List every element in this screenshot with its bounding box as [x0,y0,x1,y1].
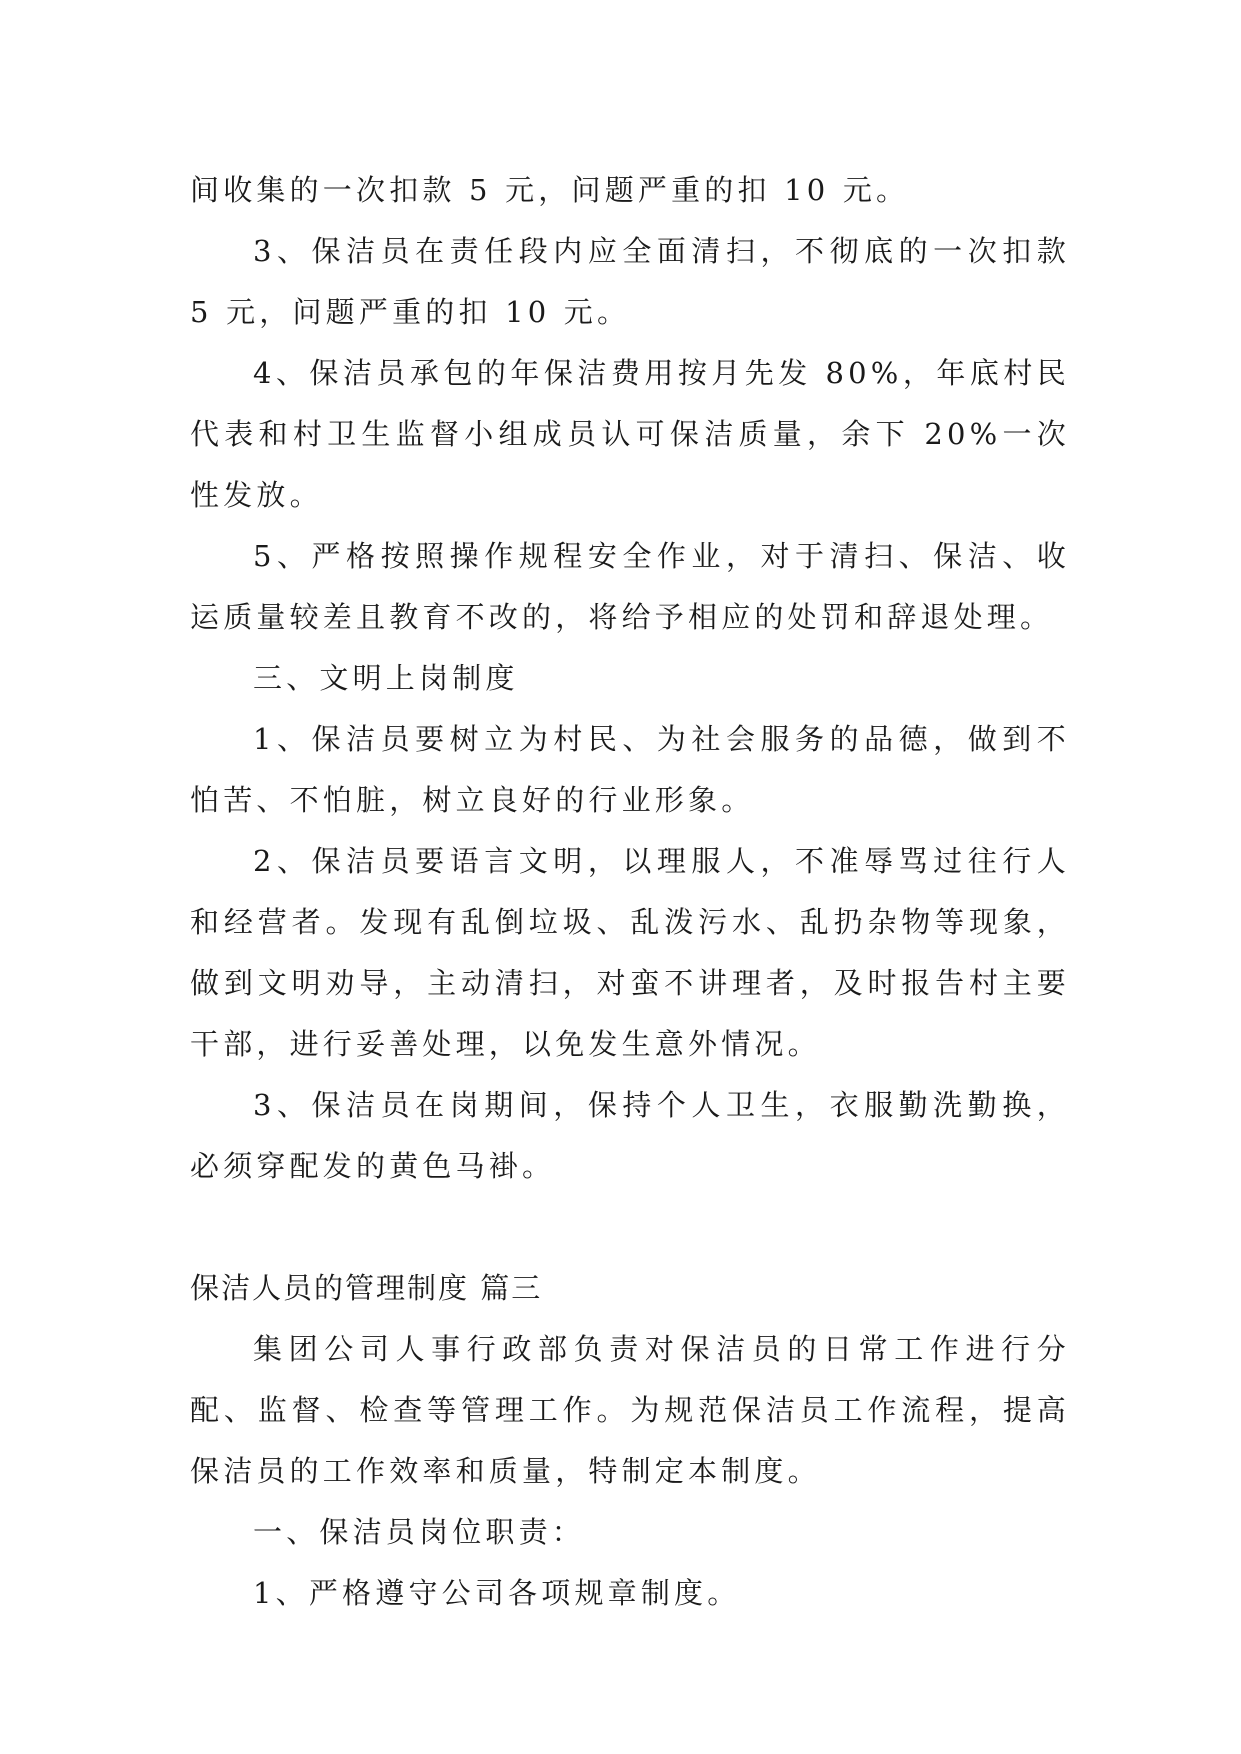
paragraph-continuation: 间收集的一次扣款 5 元，问题严重的扣 10 元。 [190,173,910,207]
paragraph-rule-5: 5、严格按照操作规程安全作业，对于清扫、保洁、收运质量较差且教育不改的，将给予相应的处罚和辞退处理。 [190,539,1070,634]
section-gap [190,1197,1070,1258]
paragraph-rule-4: 4、保洁员承包的年保洁费用按月先发 80%，年底村民代表和村卫生监督小组成员认可保洁质量，余下 20%一次性发放。 [190,356,1070,512]
subheading-civilized-conduct: 三、文明上岗制度 [253,661,519,695]
paragraph-rule-3: 3、保洁员在责任段内应全面清扫，不彻底的一次扣款 5 元，问题严重的扣 10 元。 [190,234,1070,329]
paragraph-conduct-2: 2、保洁员要语言文明，以理服人，不准辱骂过往行人和经营者。发现有乱倒垃圾、乱泼污水、乱扔杂物等现象，做到文明劝导，主动清扫，对蛮不讲理者，及时报告村主要干部，进行妥善处理，以免发生意外情况。 [190,844,1070,1061]
section-title: 保洁人员的管理制度 篇三 [190,1271,543,1305]
paragraph-conduct-3: 3、保洁员在岗期间，保持个人卫生，衣服勤洗勤换，必须穿配发的黄色马褂。 [190,1088,1070,1183]
paragraph-intro: 集团公司人事行政部负责对保洁员的日常工作进行分配、监督、检查等管理工作。为规范保洁员工作流程，提高保洁员的工作效率和质量，特制定本制度。 [190,1332,1070,1488]
paragraph-conduct-1: 1、保洁员要树立为村民、为社会服务的品德，做到不怕苦、不怕脏，树立良好的行业形象。 [190,722,1070,817]
document-page [190,160,1070,1624]
paragraph-duty-1: 1、严格遵守公司各项规章制度。 [253,1576,741,1610]
subheading-duties: 一、保洁员岗位职责： [253,1515,586,1549]
